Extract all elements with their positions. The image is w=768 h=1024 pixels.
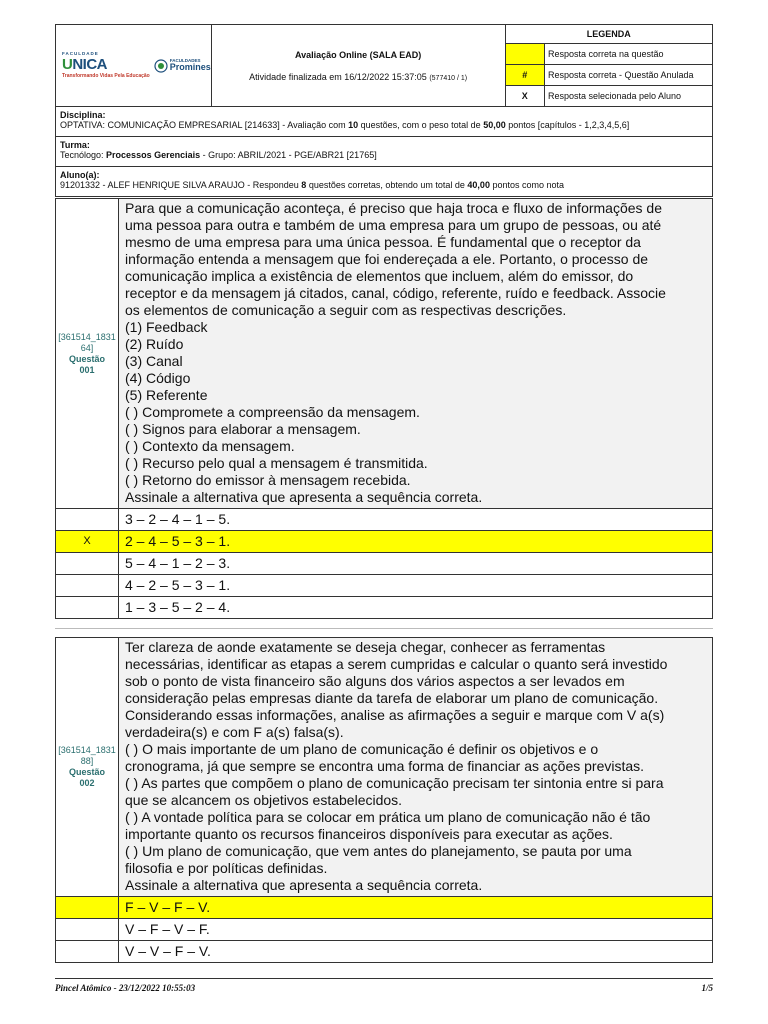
- option-row: [56, 575, 713, 597]
- option-mark: [56, 597, 119, 619]
- footer-page-number: 1/5: [701, 983, 713, 993]
- option-mark: [56, 553, 119, 575]
- option-row: [56, 509, 713, 531]
- question-text: Ter clareza de aonde exatamente se deseja chegar, conhecer as ferramentas necessárias, identificar as etapas a serem cumpridas e calcular o quanto será investido sob o ponto de vista financeiro são alguns dos vários aspectos a ser levados em consideração pelas empresas diante da tarefa de elaborar um plano de comunicação. Considerando essas informações, analise as afirmações a seguir e marque com V a(s) verdadeira(s) e com F a(s) falsa(s). ( ) O mais importante de um plano de comunicação é definir os objetivos e o cronograma, já que sempre se encontra uma forma de financiar as ações previstas. ( ) As partes que compõem o plano de comunicação precisam ter sintonia entre si para que se alcancem os objetivos estabelecidos. ( ) A vontade política para se colocar em prática um plano de comunicação não é tão importante quanto os recursos financeiros disponíveis para executar as ações. ( ) Um plano de comunicação, que vem antes do planejamento, se pauta por uma filosofia e por políticas definidas. Assinale a alternativa que apresenta a sequência correta.: [119, 638, 713, 897]
- logo-cell: [56, 25, 212, 107]
- logo-faculdade-text: FACULDADE: [62, 51, 99, 57]
- option-text: 3 – 2 – 4 – 1 – 5.: [119, 509, 713, 531]
- option-mark: [56, 919, 119, 941]
- option-row: [56, 919, 713, 941]
- question-code: [361514_1831 64]: [58, 331, 116, 353]
- disciplina-row: Disciplina: OPTATIVA: COMUNICAÇÃO EMPRESARIAL [214633] - Avaliação com 10 questões, com o peso total de 50,00 pontos [capítulos - 1,2,3,4,5,6]: [56, 107, 713, 137]
- title-cell: [211, 25, 505, 107]
- option-mark: [56, 941, 119, 963]
- logo-unica-text: UNICA: [62, 55, 108, 73]
- logo-tagline: Transformando Vidas Pela Educação: [62, 72, 150, 79]
- option-text: V – V – F – V.: [119, 941, 713, 963]
- question-code: [361514_1831 88]: [58, 745, 116, 766]
- question-002: [55, 637, 713, 963]
- question-id-cell: [56, 638, 119, 897]
- legend-symbol-selected: X: [505, 86, 544, 107]
- aluno-label: Aluno(a):: [60, 170, 100, 180]
- option-row: [56, 941, 713, 963]
- logo: [62, 52, 211, 79]
- option-text: 4 – 2 – 5 – 3 – 1.: [119, 575, 713, 597]
- question-id-cell: [56, 199, 119, 509]
- option-row: [56, 597, 713, 619]
- legend-title: LEGENDA: [505, 25, 712, 44]
- option-mark-selected: X: [56, 531, 119, 553]
- question-number: 002: [79, 778, 95, 788]
- question-001: [55, 198, 713, 619]
- page-title: Avaliação Online (SALA EAD): [294, 49, 422, 60]
- turma-row: Turma: Tecnólogo: Processos Gerenciais - Grupo: ABRIL/2021 - PGE/ABR21 [21765]: [56, 137, 713, 167]
- promines-emblem-icon: [154, 59, 168, 73]
- finished-code: (577410 / 1): [429, 74, 468, 82]
- option-text: 1 – 3 – 5 – 2 – 4.: [119, 597, 713, 619]
- option-row-selected: [56, 531, 713, 553]
- legend-text-annulled: Resposta correta - Questão Anulada: [544, 65, 712, 86]
- question-text: Para que a comunicação aconteça, é preciso que haja troca e fluxo de informações de uma pessoa para outra e também de uma empresa para um grupo de pessoas, ou até mesmo de uma empresa para uma única pessoa. É fundamental que o receptor da informação entenda a mensagem que foi endereçada a ele. Portanto, o processo de comunicação implica a existência de elementos que incluem, além do emissor, do receptor e da mensagem já citados, canal, código, referente, ruído e feedback. Associe os elementos de comunicação a seguir com as respectivas descrições. (1) Feedback (2) Ruído (3) Canal (4) Código (5) Referente ( ) Compromete a compreensão da mensagem. ( ) Signos para elaborar a mensagem. ( ) Contexto da mensagem. ( ) Recurso pelo qual a mensagem é transmitida. ( ) Retorno do emissor à mensagem recebida. Assinale a alternativa que apresenta a sequência correta.: [119, 199, 713, 509]
- legend-symbol-annulled: #: [505, 65, 544, 86]
- option-text: V – F – V – F.: [119, 919, 713, 941]
- question-label: Questão: [68, 767, 105, 777]
- option-mark: [56, 509, 119, 531]
- logo-promines-big: Promines: [169, 62, 211, 73]
- option-mark: [56, 897, 119, 919]
- legend-symbol-correct: [505, 44, 544, 65]
- question-number: 001: [79, 364, 95, 375]
- turma-label: Turma:: [60, 140, 90, 150]
- page-footer: [55, 978, 713, 993]
- legend-text-correct: Resposta correta na questão: [544, 44, 712, 65]
- logo-unica: [62, 52, 150, 79]
- header-table: [55, 24, 713, 107]
- option-row: [56, 553, 713, 575]
- option-text: 5 – 4 – 1 – 2 – 3.: [119, 553, 713, 575]
- finished-at: Atividade finalizada em 16/12/2022 15:37:05: [249, 71, 427, 82]
- option-row-correct: [56, 897, 713, 919]
- legend-text-selected: Resposta selecionada pelo Aluno: [544, 86, 712, 107]
- footer-timestamp: Pincel Atômico - 23/12/2022 10:55:03: [55, 983, 196, 993]
- info-table: [55, 106, 713, 197]
- question-separator: [55, 628, 713, 629]
- question-label: Questão: [68, 353, 105, 364]
- aluno-row: Aluno(a): 91201332 - ALEF HENRIQUE SILVA ARAUJO - Respondeu 8 questões corretas, obtendo um total de 40,00 pontos como nota: [56, 167, 713, 197]
- option-mark: [56, 575, 119, 597]
- disciplina-label: Disciplina:: [60, 110, 106, 120]
- logo-promines: [154, 59, 211, 73]
- logo-promines-small: FACULDADES: [169, 57, 201, 63]
- option-text: F – V – F – V.: [119, 897, 713, 919]
- option-text: 2 – 4 – 5 – 3 – 1.: [119, 531, 713, 553]
